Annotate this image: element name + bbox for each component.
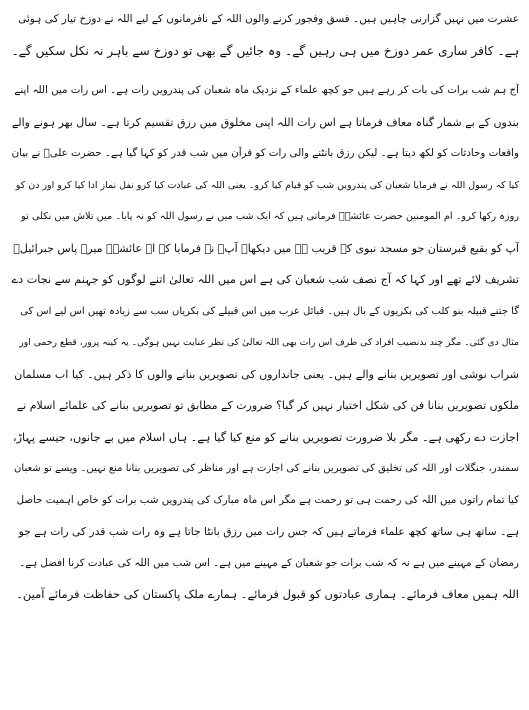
text-line: مثال دی گئی۔ مگر چند بدنصیب افراد کی طرف اس رات بھی اللہ تعالیٰ کی نظر عنایت نہیں ہوگی۔ یہ کینہ پرور، قطع رحمی اور: [19, 337, 519, 348]
text-line: کیا تمام راتوں میں اللہ کی رحمت ہی تو رحمت ہے مگر اس ماہ مبارک کی پندرویں شب برات کو خاص اہمیت حاصل: [16, 493, 519, 506]
text-line: اللہ ہمیں معاف فرمائے۔ ہماری عبادتوں کو قبول فرمائے۔ ہمارے ملک پاکستان کی حفاظت فرمائے آمین۔: [16, 587, 519, 601]
text-line: شراب نوشی اور تصویریں بنانے والے ہیں۔ یعنی جانداروں کی تصویریں بنانے والوں کا ذکر ہیں۔ کیا اب مسلمان: [14, 367, 519, 381]
text-line: سمندر، جنگلات اور اللہ کی تخلیق کی تصویریں بنانے کی اجازت ہے اور مناظر کی تصویریں بنانا منع نہیں۔ ویسے تو شعبان: [14, 463, 519, 474]
text-line: ملکوں تصویریں بنانا فن کی شکل اختیار نہیں کر گیا؟ ضرورت کے مطابق تو تصویریں بنانے کی علمائے اسلام نے: [16, 399, 519, 412]
text-line: ہے۔ ساتھ ہی ساتھ کچھ علماء فرماتے ہیں کہ جس رات میں رزق بانٹا جاتا ہے وہ رات شب قدر کی رات ہے جو: [18, 525, 519, 538]
text-line: تشریف لائے تھے اور کہا کہ آج نصف شب شعبان کی ہے اس میں اللہ تعالیٰ اتنے لوگوں کو جہنم سے نجات دے: [11, 273, 519, 286]
text-line: کیا کہ رسول اللہ نے فرمایا شعبان کی پندرویں شب کو قیام کیا کرو۔ یعنی اللہ کی عبادت کیا کرو نفل نماز ادا کیا کرو اور دن کو: [15, 179, 519, 191]
text-line: آپ کو بقیع قبرستان جو مسجد نبوی کے قریب ہے میں دیکھا۔ آپؐ نے فرمایا کہ اے عائشہؓ میرے پاس جبرائیلؑ: [13, 241, 519, 255]
text-line: آج ہم شب برات کی بات کر رہے ہیں جو کچھ علماء کے نزدیک ماہ شعبان کی پندرویں رات ہے۔ اس رات میں اللہ اپنے: [14, 84, 519, 96]
paragraph-2: [10, 75, 519, 611]
text-line: روزہ رکھا کرو۔ ام المومنین حضرت عائشہؓ فرماتی ہیں کہ ایک شب میں نے رسول اللہ کو نہ پایا۔ میں تلاش میں نکلی تو: [21, 211, 519, 222]
text-line: بندوں کے بے شمار گناہ معاف فرماتا ہے اس رات اللہ اپنی مخلوق میں رزق تقسیم کرتا ہے۔ سال بھر ہونے والے: [11, 115, 519, 129]
text-line: گا جتنے قبیلہ بنو کلب کی بکریوں کے بال ہیں۔ قبائل عرب میں اس قبیلے کی بکریاں سب سے زیادہ تھیں اس لیے اس کی: [20, 305, 519, 317]
text-line: اجازت دے رکھی ہے۔ مگر بلا ضرورت تصویریں بنانے کو منع کیا گیا ہے۔ ہاں اسلام میں بے جانوں، جیسے پہاڑ،: [12, 430, 519, 444]
text-line: رمضان کے مہینے میں ہے نہ کہ شب برات جو شعبان کے مہینے میں ہے۔ اس شب میں اللہ کی عبادت کرنا افضل ہے۔: [19, 556, 519, 569]
text-line: ہے۔ کافر ساری عمر دوزخ میں ہی رہیں گے۔ وہ جائیں گے بھی تو دوزخ سے باہر نہ نکل سکیں گے۔: [11, 43, 519, 58]
paragraph-1: [10, 4, 519, 67]
text-line: واقعات وحادثات کو لکھ دیتا ہے۔ لیکن رزق بانٹنے والی رات کو قرآن میں شب قدر کو کہا گیا ہے۔ حضرت علیؓ نے بیان: [11, 147, 519, 159]
text-line: عشرت میں نہیں گزارنی چاہیں ہیں۔ فسق وفجور کرنے والوں اللہ کے نافرمانوں کے لیے اللہ نے دوزخ تیار کی ہوئی: [18, 13, 519, 25]
paragraph-gap: [10, 67, 519, 75]
